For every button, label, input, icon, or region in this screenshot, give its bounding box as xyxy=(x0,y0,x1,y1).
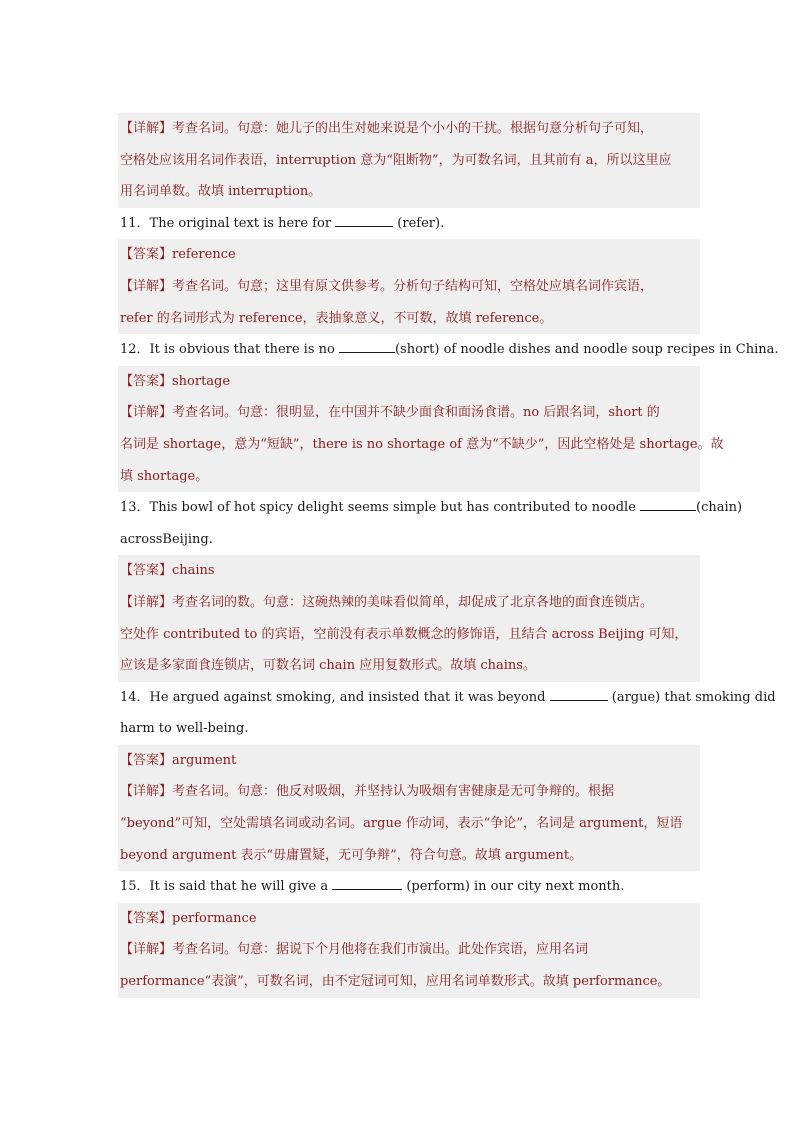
question-text-after: (refer). xyxy=(393,215,445,231)
document-body xyxy=(118,113,779,998)
question-12 xyxy=(118,334,779,366)
answer-line: 【答案】reference xyxy=(120,247,236,263)
detail-block-12 xyxy=(118,397,724,492)
question-number: 11． xyxy=(120,215,150,231)
answer-block-14 xyxy=(118,745,700,777)
question-11 xyxy=(118,208,700,240)
question-number: 14． xyxy=(120,689,150,705)
answer-block-12 xyxy=(118,366,700,398)
answer-line: 【答案】shortage xyxy=(120,373,231,389)
answer-block-13 xyxy=(118,555,700,587)
answer-blank xyxy=(640,498,696,511)
detail-line: 【详解】考查名词。句意：她儿子的出生对她来说是个小小的干扰。根据句意分析句子可知， xyxy=(120,121,654,136)
question-14-line2: harm to well-being. xyxy=(120,721,249,737)
question-text-after: (short) of noodle dishes and noodle soup recipes in China. xyxy=(394,342,779,358)
question-text-before: This bowl of hot spicy delight seems simple but has contributed to noodle xyxy=(149,500,641,516)
question-13 xyxy=(118,492,743,524)
question-13-line2: acrossBeijing. xyxy=(120,531,213,547)
detail-line: “beyond”可知，空处需填名词或动名词。argue 作动词，表示“争论”，名词是 argument，短语 xyxy=(120,816,683,832)
question-text-before: It is said that he will give a xyxy=(149,879,333,895)
detail-line: 空处作 contributed to 的宾语，空前没有表示单数概念的修饰语，且结合 across Beijing 可知， xyxy=(120,626,688,642)
detail-block-10 xyxy=(118,113,700,208)
answer-blank xyxy=(550,688,608,701)
question-14 xyxy=(118,682,776,714)
question-number: 12． xyxy=(120,342,150,358)
detail-line: 用名词单数。故填 interruption。 xyxy=(120,184,322,200)
detail-line: 填 shortage。 xyxy=(120,468,209,484)
question-text-after: (perform) in our city next month. xyxy=(402,879,625,895)
detail-line: beyond argument 表示“毋庸置疑，无可争辩”，符合句意。故填 argument。 xyxy=(120,847,583,863)
detail-line: 【详解】考查名词。句意：他反对吸烟，并坚持认为吸烟有害健康是无可争辩的。根据 xyxy=(120,784,615,800)
answer-line: 【答案】performance xyxy=(120,910,257,926)
answer-blank xyxy=(332,877,402,890)
question-text-before: He argued against smoking, and insisted that it was beyond xyxy=(149,689,550,705)
detail-block-14 xyxy=(118,776,700,871)
answer-line: 【答案】argument xyxy=(120,752,237,768)
answer-line: 【答案】chains xyxy=(120,563,215,579)
question-text-after: (argue) that smoking did xyxy=(607,689,776,705)
detail-block-13 xyxy=(118,587,700,682)
detail-line: 名词是 shortage，意为“短缺”，there is no shortage of 意为“不缺少”，因此空格处是 shortage。故 xyxy=(120,436,724,452)
detail-line: 【详解】考查名词。句意：很明显，在中国并不缺少面食和面汤食谱。no 后跟名词，short 的 xyxy=(120,405,660,421)
answer-blank xyxy=(335,214,393,227)
detail-line: performance“表演”，可数名词，由不定冠词可知，应用名词单数形式。故填 performance。 xyxy=(120,974,671,990)
detail-line: 【详解】考查名词。句意；这里有原文供参考。分析句子结构可知，空格处应填名词作宾语， xyxy=(120,278,654,294)
question-number: 13． xyxy=(120,500,150,516)
question-text-before: The original text is here for xyxy=(149,215,336,231)
detail-block-11 xyxy=(118,271,700,334)
detail-line: 空格处应该用名词作表语，interruption 意为“阻断物”，为可数名词，且其前有 a，所以这里应 xyxy=(120,152,672,168)
answer-blank xyxy=(339,340,395,353)
detail-line: refer 的名词形式为 reference，表抽象意义，不可数，故填 reference。 xyxy=(120,310,553,326)
detail-line: 【详解】考查名词。句意：据说下个月他将在我们市演出。此处作宾语，应用名词 xyxy=(120,942,589,958)
detail-line: 应该是多家面食连锁店，可数名词 chain 应用复数形式。故填 chains。 xyxy=(120,658,536,674)
question-text-before: It is obvious that there is no xyxy=(149,342,339,358)
answer-block-15 xyxy=(118,903,700,935)
detail-block-15 xyxy=(118,934,700,997)
question-number: 15． xyxy=(120,879,150,895)
detail-line: 【详解】考查名词的数。句意：这碗热辣的美味看似简单，却促成了北京各地的面食连锁店。 xyxy=(120,594,654,610)
answer-block-11 xyxy=(118,239,700,271)
question-text-after: (chain) xyxy=(696,500,743,516)
question-15 xyxy=(118,871,700,903)
